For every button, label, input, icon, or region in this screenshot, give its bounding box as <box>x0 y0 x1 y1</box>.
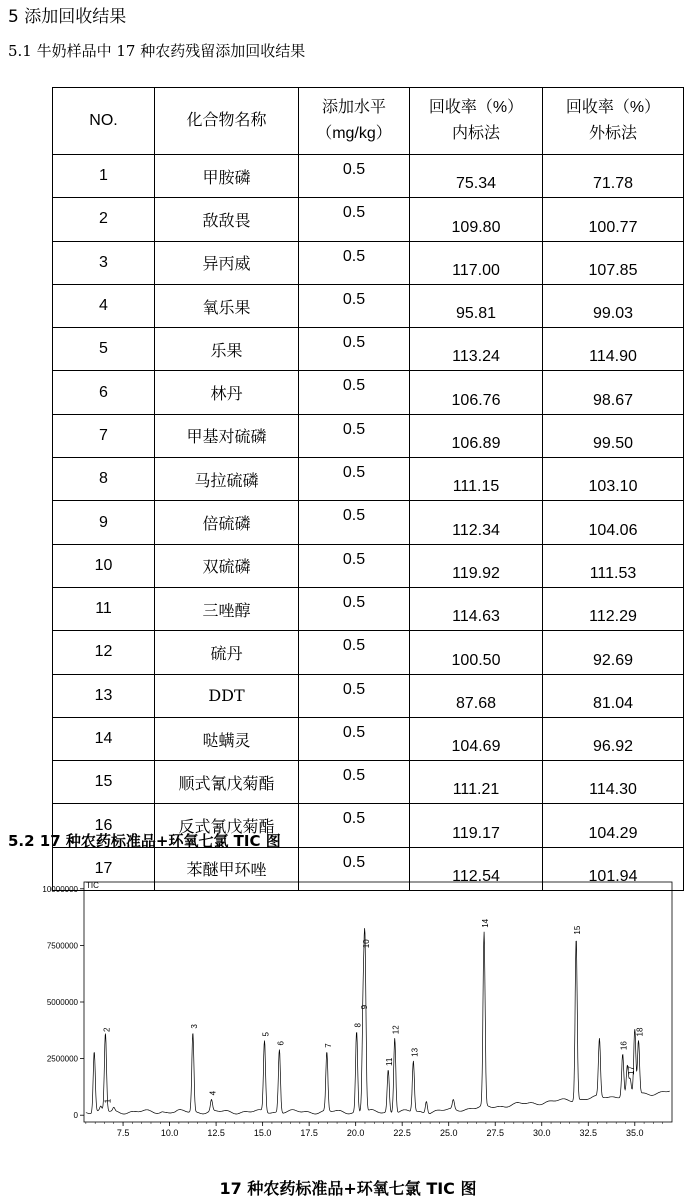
cell-recovery-internal: 111.15 <box>410 458 543 501</box>
cell-recovery-external: 71.78 <box>543 155 684 198</box>
table-row <box>53 414 684 457</box>
peak-label: 2 <box>102 1027 112 1032</box>
header-spike-level-line2: （mg/kg） <box>316 125 392 142</box>
x-tick-label: 17.5 <box>300 1128 318 1138</box>
peak-label: 11 <box>385 1057 395 1066</box>
cell-recovery-internal: 106.89 <box>410 414 543 457</box>
cell-no: 4 <box>53 284 155 327</box>
cell-recovery-external: 112.29 <box>543 587 684 630</box>
peak-label: 10 <box>361 939 371 949</box>
cell-compound-name: 异丙威 <box>155 241 299 284</box>
table-row <box>53 284 684 327</box>
cell-compound-name: DDT <box>155 674 299 717</box>
subsection-tic-title: 5.2 17 种农药标准品+环氧七氯 TIC 图 <box>8 832 281 850</box>
header-recovery-internal <box>410 88 543 155</box>
x-tick-label: 35.0 <box>626 1128 644 1138</box>
header-spike-level-line1: 添加水平 <box>321 99 386 116</box>
cell-no: 5 <box>53 328 155 371</box>
cell-compound-name: 倍硫磷 <box>155 501 299 544</box>
cell-spike-level: 0.5 <box>299 804 410 847</box>
table-header-row <box>53 88 684 155</box>
recovery-table <box>52 87 684 891</box>
peak-label: 14 <box>481 918 491 928</box>
cell-recovery-internal: 109.80 <box>410 198 543 241</box>
cell-no: 7 <box>53 414 155 457</box>
subsection-recovery-title: 5.1 牛奶样品中 17 种农药残留添加回收结果 <box>8 42 306 60</box>
y-tick-label: 10000000 <box>42 884 78 894</box>
cell-no: 9 <box>53 501 155 544</box>
cell-recovery-external: 92.69 <box>543 631 684 674</box>
cell-compound-name: 硫丹 <box>155 631 299 674</box>
cell-recovery-external: 114.30 <box>543 761 684 804</box>
cell-spike-level: 0.5 <box>299 631 410 674</box>
cell-spike-level: 0.5 <box>299 284 410 327</box>
x-tick-label: 27.5 <box>486 1128 504 1138</box>
cell-recovery-external: 107.85 <box>543 241 684 284</box>
cell-compound-name: 哒螨灵 <box>155 717 299 760</box>
peak-label: 4 <box>208 1090 218 1096</box>
x-tick-label: 7.5 <box>116 1128 130 1138</box>
cell-recovery-external: 114.90 <box>543 328 684 371</box>
cell-compound-name: 苯醚甲环唑 <box>155 847 299 890</box>
cell-spike-level: 0.5 <box>299 458 410 501</box>
cell-spike-level: 0.5 <box>299 328 410 371</box>
header-recovery-internal-line1: 回收率（%） <box>428 99 524 116</box>
cell-recovery-internal: 104.69 <box>410 717 543 760</box>
peak-label: 9 <box>360 1004 370 1010</box>
table-row <box>53 371 684 414</box>
cell-spike-level: 0.5 <box>299 717 410 760</box>
cell-compound-name: 顺式氰戊菊酯 <box>155 761 299 804</box>
header-spike-level <box>299 88 410 155</box>
cell-no: 13 <box>53 674 155 717</box>
table-row <box>53 501 684 544</box>
x-tick-label: 10.0 <box>160 1128 179 1138</box>
x-tick-label: 20.0 <box>346 1128 365 1138</box>
cell-spike-level: 0.5 <box>299 241 410 284</box>
table-row <box>53 674 684 717</box>
cell-recovery-external: 98.67 <box>543 371 684 414</box>
x-tick-label: 30.0 <box>532 1128 551 1138</box>
cell-compound-name: 林丹 <box>155 371 299 414</box>
cell-recovery-internal: 119.92 <box>410 544 543 587</box>
cell-recovery-internal: 112.34 <box>410 501 543 544</box>
cell-compound-name: 三唑醇 <box>155 587 299 630</box>
cell-recovery-internal: 112.54 <box>410 847 543 890</box>
cell-no: 12 <box>53 631 155 674</box>
cell-no: 8 <box>53 458 155 501</box>
cell-recovery-external: 99.03 <box>543 284 684 327</box>
cell-recovery-external: 111.53 <box>543 544 684 587</box>
peak-label: 17 <box>627 1066 637 1075</box>
table-row <box>53 155 684 198</box>
cell-compound-name: 马拉硫磷 <box>155 458 299 501</box>
x-tick-label: 15.0 <box>253 1128 272 1138</box>
peak-label: 16 <box>619 1041 629 1051</box>
cell-recovery-internal: 106.76 <box>410 371 543 414</box>
cell-spike-level: 0.5 <box>299 155 410 198</box>
peak-label: 7 <box>323 1043 333 1048</box>
peak-label: 15 <box>573 925 583 935</box>
table-row <box>53 458 684 501</box>
cell-recovery-internal: 95.81 <box>410 284 543 327</box>
cell-recovery-external: 100.77 <box>543 198 684 241</box>
table-row <box>53 544 684 587</box>
cell-spike-level: 0.5 <box>299 587 410 630</box>
table-row <box>53 761 684 804</box>
plot-frame <box>84 882 672 1122</box>
cell-recovery-external: 101.94 <box>543 847 684 890</box>
y-tick-label: 5000000 <box>46 998 78 1007</box>
cell-compound-name: 乐果 <box>155 328 299 371</box>
series-label: TIC <box>86 881 99 890</box>
cell-recovery-external: 104.29 <box>543 804 684 847</box>
cell-recovery-internal: 75.34 <box>410 155 543 198</box>
cell-spike-level: 0.5 <box>299 674 410 717</box>
cell-no: 10 <box>53 544 155 587</box>
peak-label: 8 <box>353 1022 363 1028</box>
cell-compound-name: 甲基对硫磷 <box>155 414 299 457</box>
header-compound-name: 化合物名称 <box>155 88 299 155</box>
cell-recovery-internal: 111.21 <box>410 761 543 804</box>
cell-spike-level: 0.5 <box>299 847 410 890</box>
cell-recovery-external: 104.06 <box>543 501 684 544</box>
peak-label: 12 <box>391 1025 401 1035</box>
cell-recovery-internal: 119.17 <box>410 804 543 847</box>
cell-recovery-external: 103.10 <box>543 458 684 501</box>
peak-label: 5 <box>261 1032 271 1037</box>
cell-spike-level: 0.5 <box>299 414 410 457</box>
cell-no: 6 <box>53 371 155 414</box>
cell-no: 11 <box>53 587 155 630</box>
cell-no: 16 <box>53 804 155 847</box>
table-row <box>53 241 684 284</box>
cell-no: 17 <box>53 847 155 890</box>
peak-label: 13 <box>410 1047 420 1057</box>
cell-recovery-internal: 100.50 <box>410 631 543 674</box>
table-row <box>53 328 684 371</box>
header-recovery-external <box>543 88 684 155</box>
header-no: NO. <box>53 88 155 155</box>
tic-trace <box>86 928 670 1114</box>
cell-recovery-external: 96.92 <box>543 717 684 760</box>
header-recovery-internal-line2: 内标法 <box>451 125 500 142</box>
y-tick-label: 7500000 <box>46 941 78 951</box>
cell-no: 2 <box>53 198 155 241</box>
cell-spike-level: 0.5 <box>299 501 410 544</box>
peak-label: 18 <box>635 1027 645 1037</box>
peak-label: 6 <box>276 1041 286 1046</box>
cell-compound-name: 双硫磷 <box>155 544 299 587</box>
cell-no: 1 <box>53 155 155 198</box>
figure-caption: 17 种农药标准品+环氧七氯 TIC 图 <box>219 1179 477 1198</box>
x-tick-label: 22.5 <box>393 1128 411 1138</box>
cell-spike-level: 0.5 <box>299 761 410 804</box>
cell-no: 15 <box>53 761 155 804</box>
section-title: 5 添加回收结果 <box>8 7 127 27</box>
header-recovery-external-line1: 回收率（%） <box>565 99 661 116</box>
table-row <box>53 631 684 674</box>
table-row <box>53 587 684 630</box>
cell-recovery-external: 81.04 <box>543 674 684 717</box>
peak-label: 3 <box>189 1024 199 1029</box>
cell-compound-name: 氧乐果 <box>155 284 299 327</box>
cell-compound-name: 反式氰戊菊酯 <box>155 804 299 847</box>
cell-compound-name: 甲胺磷 <box>155 155 299 198</box>
cell-recovery-internal: 114.63 <box>410 587 543 630</box>
cell-spike-level: 0.5 <box>299 198 410 241</box>
cell-spike-level: 0.5 <box>299 371 410 414</box>
peak-label: 1 <box>103 1098 113 1104</box>
table-row <box>53 717 684 760</box>
x-tick-label: 32.5 <box>579 1128 598 1138</box>
table-row <box>53 198 684 241</box>
x-tick-label: 12.5 <box>207 1128 225 1138</box>
cell-spike-level: 0.5 <box>299 544 410 587</box>
cell-recovery-internal: 113.24 <box>410 328 543 371</box>
header-recovery-external-line2: 外标法 <box>588 125 637 142</box>
x-tick-label: 25.0 <box>439 1128 458 1138</box>
cell-recovery-internal: 117.00 <box>410 241 543 284</box>
cell-recovery-external: 99.50 <box>543 414 684 457</box>
tic-chromatogram <box>0 870 696 1170</box>
y-tick-label: 2500000 <box>46 1054 78 1064</box>
cell-no: 14 <box>53 717 155 760</box>
cell-recovery-internal: 87.68 <box>410 674 543 717</box>
cell-no: 3 <box>53 241 155 284</box>
cell-compound-name: 敌敌畏 <box>155 198 299 241</box>
y-tick-label: 0 <box>73 1111 78 1121</box>
